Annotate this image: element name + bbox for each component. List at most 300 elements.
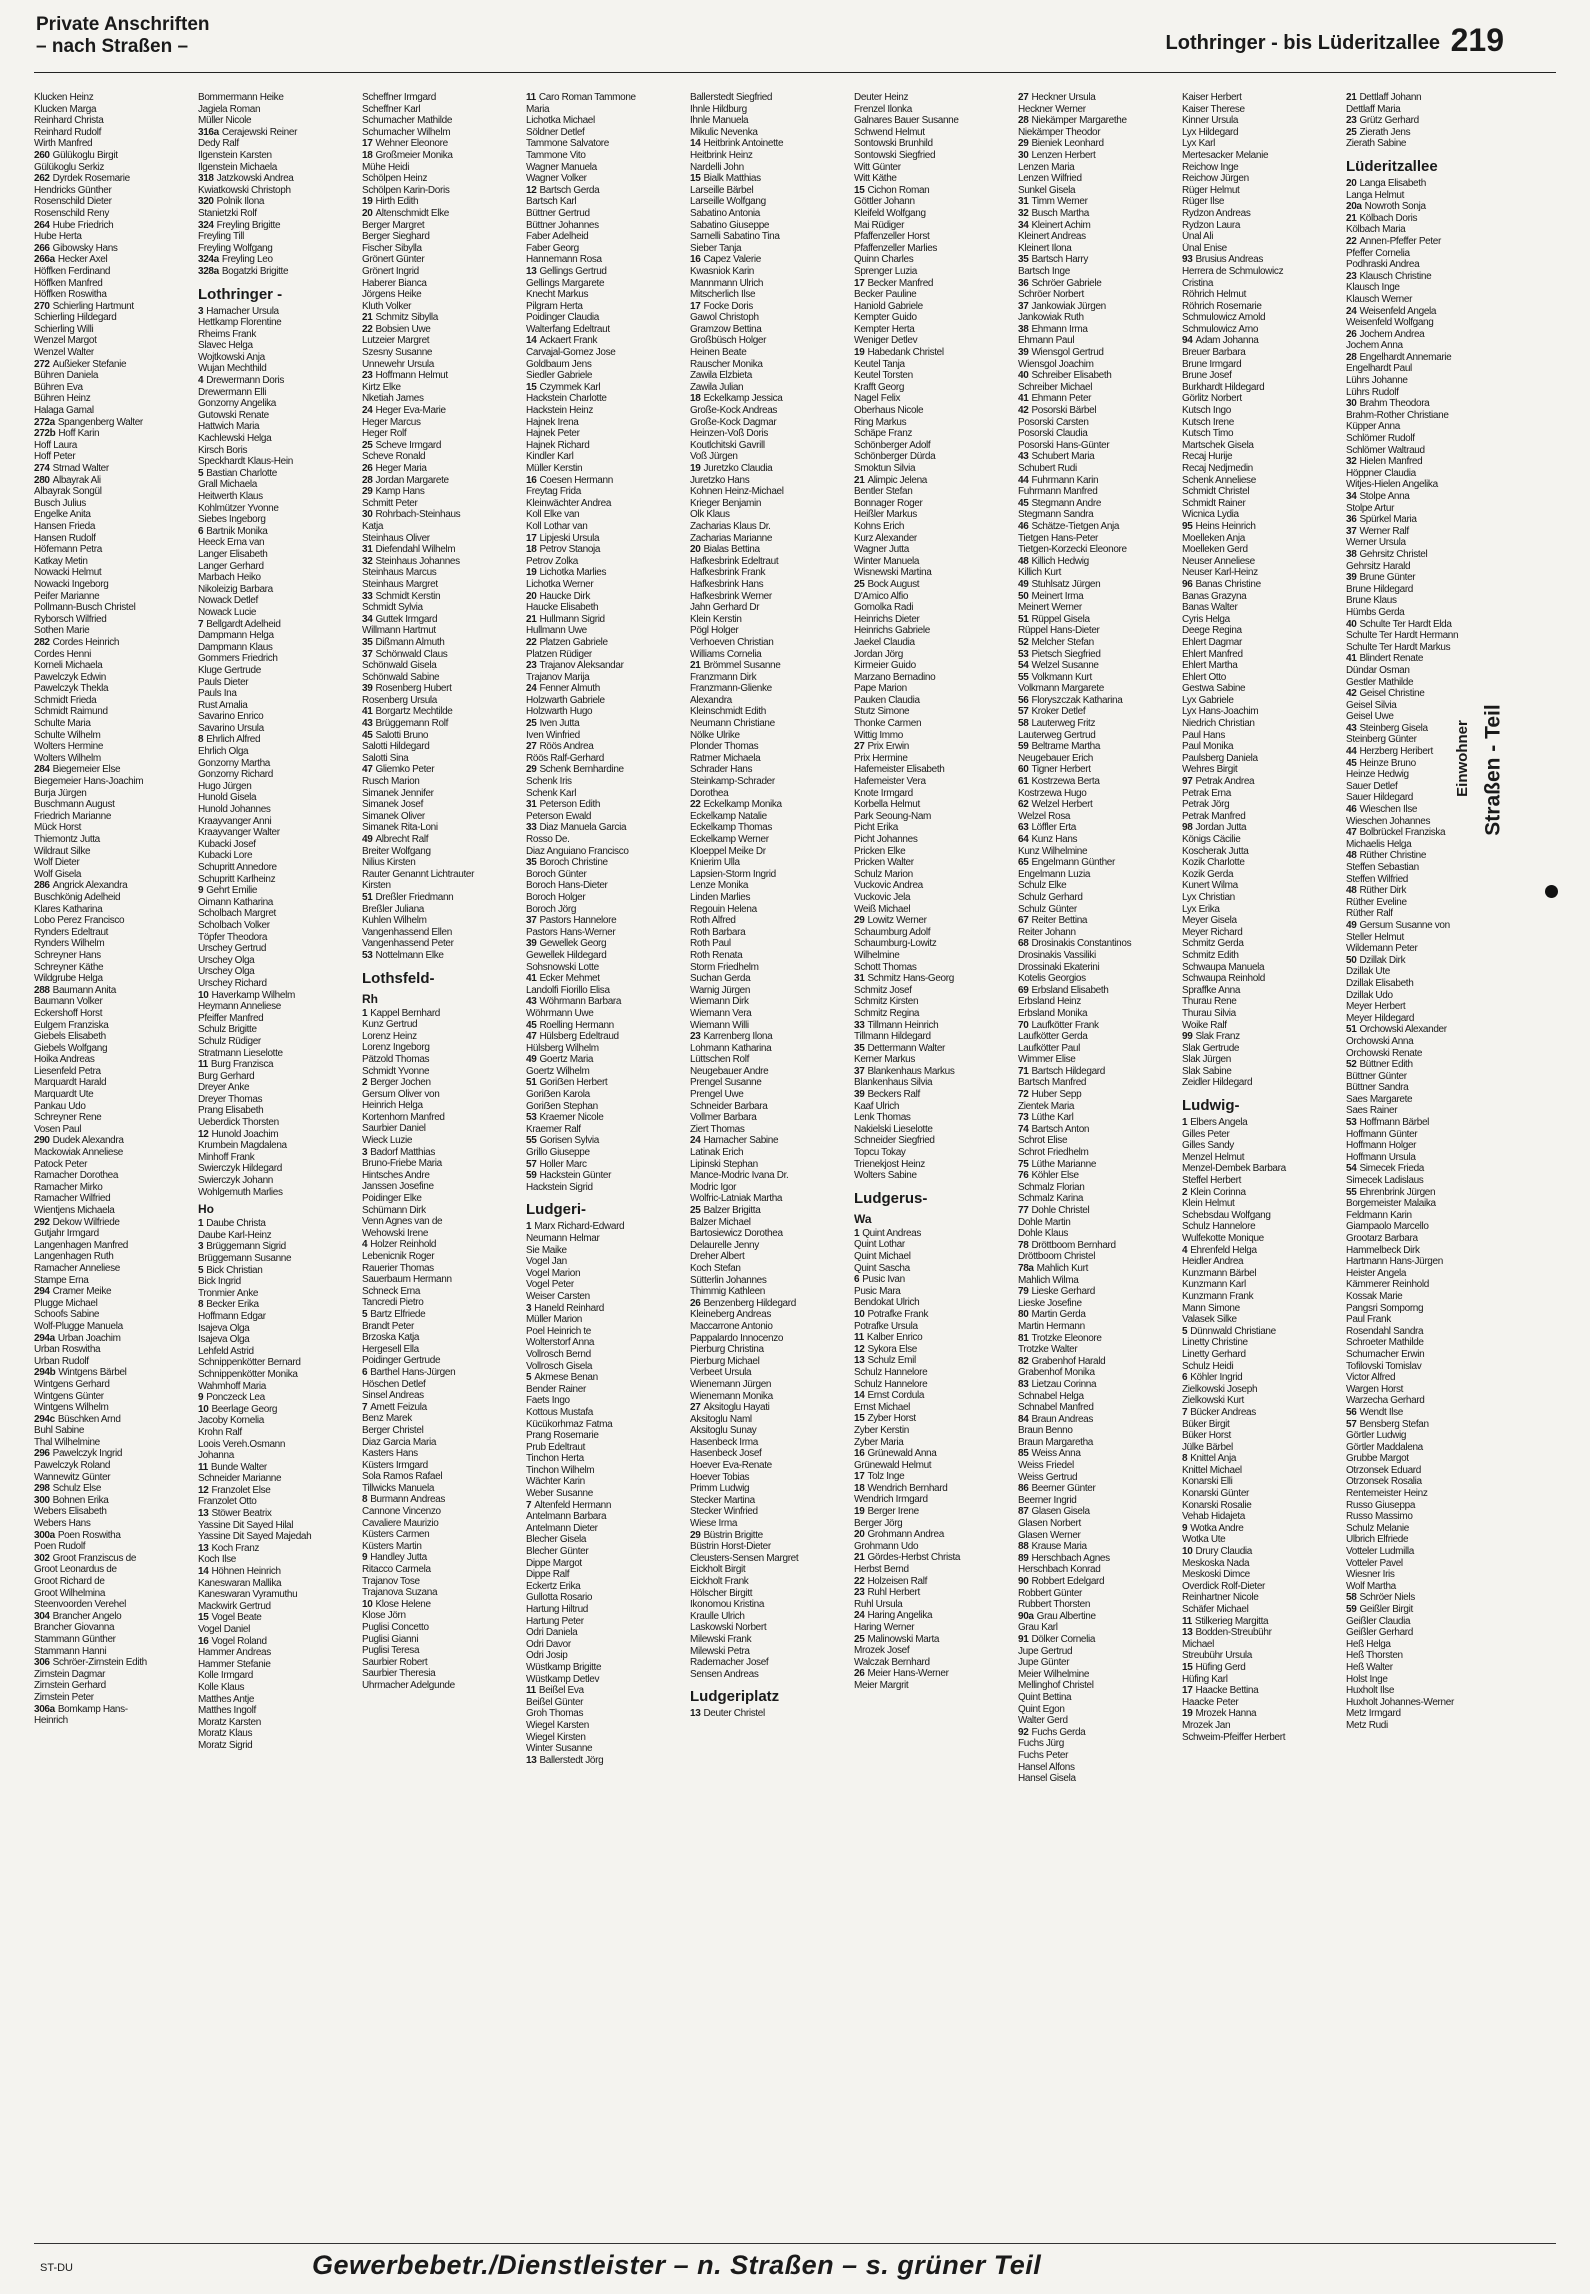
resident-entry: [690, 1309, 850, 1321]
resident-entry: [690, 1391, 850, 1403]
resident-name: Huxholt Johannes-Werner: [1346, 1696, 1454, 1708]
house-number: 21: [854, 1552, 865, 1564]
resident-entry: [854, 150, 1014, 162]
resident-name: Wittig Immo: [854, 729, 903, 741]
resident-entry: [1346, 271, 1506, 283]
resident-entry: [1182, 533, 1342, 545]
resident-entry: [854, 335, 1014, 347]
resident-entry: [198, 1415, 358, 1427]
resident-name: Ratmer Michaela: [690, 752, 761, 764]
resident-name: Lutzeier Margret: [362, 335, 430, 347]
resident-name: Mahlich Kurt: [1036, 1262, 1089, 1274]
resident-name: Welzel Rosa: [1018, 810, 1071, 822]
resident-entry: [198, 306, 358, 318]
resident-entry: [1018, 185, 1178, 197]
resident-name: Akmese Benan: [534, 1372, 598, 1384]
street-heading: Ludgeriplatz: [690, 1688, 780, 1706]
house-number: 7: [198, 618, 204, 630]
resident-name: Juretzko Claudia: [703, 463, 773, 474]
resident-name: Schönwald Gisela: [362, 660, 437, 672]
house-number: 55: [1018, 671, 1029, 683]
resident-entry: [854, 1101, 1014, 1113]
resident-entry: [362, 405, 522, 417]
resident-name: Lebenicnik Roger: [362, 1251, 435, 1262]
resident-name: Tofilovski Tomislav: [1346, 1360, 1422, 1372]
resident-entry: [854, 220, 1014, 232]
resident-entry: [854, 301, 1014, 313]
resident-name: Zawila Julian: [690, 381, 744, 393]
resident-entry: [198, 769, 358, 781]
resident-name: Goldbaum Jens: [526, 358, 592, 370]
resident-name: Steinkamp-Schrader: [690, 776, 775, 788]
resident-name: Holzwarth Hugo: [526, 706, 593, 718]
resident-name: Schenk Anneliese: [1182, 474, 1256, 486]
resident-entry: [690, 672, 850, 684]
resident-name: Brune Josef: [1182, 370, 1232, 382]
resident-entry: [1018, 1379, 1178, 1391]
resident-name: Pierburg Michael: [690, 1355, 760, 1367]
resident-name: Amett Feizula: [370, 1401, 427, 1413]
resident-name: Niekämper Margarethe: [1031, 115, 1127, 127]
resident-entry: [526, 1627, 686, 1639]
house-number: 292: [34, 1216, 50, 1228]
resident-entry: [854, 289, 1014, 301]
house-number: 52: [1018, 636, 1029, 648]
resident-entry: [198, 607, 358, 619]
house-number: 1: [1182, 1117, 1188, 1129]
resident-entry: [1346, 526, 1506, 538]
resident-entry: [34, 776, 194, 788]
resident-entry: [1018, 428, 1178, 440]
resident-entry: [34, 509, 194, 521]
resident-entry: [1018, 1402, 1178, 1414]
resident-entry: [854, 1680, 1014, 1692]
resident-name: Dzillak Ute: [1346, 966, 1390, 978]
resident-entry: [690, 962, 850, 974]
resident-entry: [34, 1054, 194, 1066]
resident-entry: [690, 1634, 850, 1646]
resident-entry: [526, 104, 686, 116]
resident-name: Banas Walter: [1182, 602, 1238, 614]
resident-entry: [526, 962, 686, 974]
resident-entry: [690, 393, 850, 405]
resident-name: Jochem Anna: [1346, 340, 1403, 352]
resident-name: Bialk Matthias: [703, 173, 761, 185]
resident-name: Grütz Gerhard: [1359, 115, 1419, 127]
resident-entry: [854, 973, 1014, 985]
resident-entry: [34, 220, 194, 232]
resident-entry: [854, 347, 1014, 359]
house-number: 70: [1018, 1019, 1029, 1031]
resident-name: Ehmann Paul: [1018, 335, 1075, 347]
resident-entry: [198, 185, 358, 197]
resident-name: Saes Margarete: [1346, 1093, 1413, 1105]
resident-name: Ramacher Wilfried: [34, 1193, 111, 1205]
resident-name: Bruno-Friebe Maria: [362, 1158, 442, 1170]
resident-name: Hartung Hiltrud: [526, 1604, 589, 1615]
resident-name: Antelmann Barbara: [526, 1511, 607, 1523]
resident-entry: [854, 1634, 1014, 1646]
house-number: 80: [1018, 1309, 1029, 1321]
resident-entry: [854, 1031, 1014, 1043]
house-number: 46: [1346, 804, 1357, 816]
resident-name: Dzillak Elisabeth: [1346, 977, 1414, 989]
resident-entry: [1346, 1674, 1506, 1686]
resident-entry: [362, 1008, 522, 1020]
resident-entry: [1346, 978, 1506, 990]
resident-name: Niekämper Theodor: [1018, 126, 1101, 138]
house-number: 19: [854, 347, 865, 359]
resident-entry: [1346, 259, 1506, 271]
resident-entry: [1182, 567, 1342, 579]
resident-name: Simanek Rita-Loni: [362, 822, 438, 834]
resident-entry: [854, 1541, 1014, 1553]
resident-entry: [854, 1564, 1014, 1576]
resident-entry: [1018, 1646, 1178, 1658]
resident-name: Trotzke Eleonore: [1031, 1332, 1102, 1344]
resident-name: Ritacco Carmela: [362, 1564, 431, 1576]
resident-entry: [1346, 1071, 1506, 1083]
resident-entry: [198, 127, 358, 139]
resident-entry: [1018, 1159, 1178, 1171]
house-number: 15: [198, 1612, 209, 1624]
resident-name: Kroker Detlef: [1031, 706, 1086, 718]
resident-entry: [1182, 1066, 1342, 1078]
resident-name: Bartsch Anton: [1031, 1123, 1090, 1135]
resident-name: Orchowski Anna: [1346, 1035, 1414, 1047]
resident-entry: [854, 370, 1014, 382]
resident-name: Kluth Volker: [362, 300, 412, 312]
resident-entry: [854, 463, 1014, 475]
resident-name: Geisel Silvia: [1346, 699, 1397, 711]
resident-entry: [1346, 329, 1506, 341]
resident-name: Brzoska Katja: [362, 1332, 420, 1344]
resident-name: Pangsri Somporng: [1346, 1302, 1424, 1314]
resident-name: Hube Friedrich: [52, 219, 114, 231]
resident-name: Quint Andreas: [862, 1227, 922, 1239]
resident-entry: [1182, 1054, 1342, 1066]
resident-entry: [198, 1265, 358, 1277]
resident-name: Zyber Maria: [854, 1436, 904, 1448]
resident-name: Grohmann Andrea: [867, 1529, 944, 1541]
resident-entry: [1182, 1732, 1342, 1744]
resident-entry: [34, 1008, 194, 1020]
resident-entry: [690, 1576, 850, 1588]
resident-entry: [690, 1275, 850, 1287]
resident-entry: [1018, 637, 1178, 649]
resident-name: Spürkel Maria: [1359, 514, 1417, 526]
resident-entry: [526, 1616, 686, 1628]
house-number: 51: [526, 1077, 537, 1089]
resident-name: Jülke Bärbel: [1182, 1441, 1233, 1453]
resident-name: Salotti Sina: [362, 752, 409, 764]
resident-name: Schierling Hildegard: [34, 312, 117, 324]
resident-entry: [526, 1182, 686, 1194]
resident-name: Urschey Gertrud: [198, 943, 267, 955]
resident-entry: [526, 1674, 686, 1686]
resident-name: Hammer Stefanie: [198, 1658, 271, 1670]
house-number: 11: [1182, 1615, 1192, 1627]
resident-name: Hafkesbrink Edeltraut: [690, 555, 779, 567]
resident-entry: [34, 1101, 194, 1113]
house-number: 302: [34, 1552, 50, 1564]
resident-entry: [526, 1245, 686, 1257]
resident-entry: [198, 1369, 358, 1381]
house-number: 54: [1018, 660, 1029, 672]
house-number: 39: [1346, 572, 1357, 584]
resident-entry: [1018, 1275, 1178, 1287]
resident-entry: [1346, 1337, 1506, 1349]
resident-name: Schröer Niels: [1359, 1592, 1415, 1604]
resident-name: Büker Horst: [1182, 1430, 1231, 1442]
resident-entry: [690, 834, 850, 846]
resident-entry: [526, 162, 686, 174]
resident-entry: [1018, 1182, 1178, 1194]
resident-entry: [1346, 874, 1506, 886]
resident-name: Loois Vereh.Osmann: [198, 1438, 286, 1450]
resident-name: Potrafke Ursula: [854, 1320, 918, 1332]
resident-entry: [690, 799, 850, 811]
resident-entry: [690, 312, 850, 324]
resident-entry: [34, 1553, 194, 1565]
resident-entry: [362, 1274, 522, 1286]
resident-entry: [1182, 1337, 1342, 1349]
resident-entry: [34, 1379, 194, 1391]
resident-entry: [1182, 1020, 1342, 1032]
resident-entry: [526, 266, 686, 278]
directory-column: [362, 92, 526, 2232]
resident-name: Mrozek Josef: [854, 1645, 910, 1657]
resident-entry: [690, 892, 850, 904]
resident-entry: [1182, 335, 1342, 347]
house-number: 13: [854, 1355, 865, 1367]
resident-name: Burkhardt Hildegard: [1182, 381, 1265, 393]
house-number: 10: [362, 1598, 373, 1610]
resident-entry: [34, 1170, 194, 1182]
resident-name: Eulgem Franziska: [34, 1019, 109, 1031]
resident-name: Buschmann August: [34, 799, 115, 811]
resident-entry: [690, 927, 850, 939]
resident-entry: [854, 278, 1014, 290]
resident-entry: [854, 706, 1014, 718]
resident-entry: [1018, 1217, 1178, 1229]
resident-name: Hackstein Heinz: [526, 405, 594, 417]
resident-entry: [690, 417, 850, 429]
resident-name: Marbach Heiko: [198, 572, 261, 584]
resident-entry: [1018, 417, 1178, 429]
resident-name: Patock Peter: [34, 1158, 88, 1170]
resident-entry: [1182, 660, 1342, 672]
resident-entry: [1346, 445, 1506, 457]
resident-name: Vuckovic Jela: [854, 891, 911, 903]
resident-name: Wolters Wilhelm: [34, 752, 101, 764]
resident-entry: [690, 938, 850, 950]
resident-name: Hafkesbrink Hans: [690, 578, 764, 590]
resident-entry: [526, 649, 686, 661]
resident-entry: [1018, 764, 1178, 776]
resident-entry: [854, 451, 1014, 463]
resident-entry: [1018, 220, 1178, 232]
resident-name: Gersum Susanne von: [1359, 919, 1450, 931]
resident-entry: [1018, 1367, 1178, 1379]
resident-name: Pawelczyk Ingrid: [52, 1448, 123, 1460]
house-number: 20: [362, 207, 373, 219]
resident-name: Bartsch Manfred: [1018, 1077, 1087, 1089]
resident-name: Rydzon Andreas: [1182, 207, 1251, 219]
resident-name: Nowack Lucie: [198, 606, 257, 618]
house-number: 41: [526, 973, 537, 985]
resident-entry: [1018, 614, 1178, 626]
resident-name: Heinzen-Voß Doris: [690, 428, 768, 440]
resident-name: Heidler Andrea: [1182, 1256, 1244, 1268]
resident-entry: [198, 208, 358, 220]
resident-name: Hullmann Uwe: [526, 625, 587, 637]
resident-entry: [362, 869, 522, 881]
house-number: 42: [1346, 688, 1357, 700]
resident-name: Trotzke Walter: [1018, 1344, 1078, 1356]
resident-entry: [198, 1346, 358, 1358]
resident-name: Müller Kerstin: [526, 463, 583, 474]
resident-entry: [34, 1066, 194, 1078]
resident-entry: [854, 266, 1014, 278]
resident-entry: [362, 892, 522, 904]
resident-name: Eckertz Erika: [526, 1580, 581, 1592]
resident-entry: [1018, 672, 1178, 684]
resident-entry: [362, 243, 522, 255]
resident-name: Schmidt Kerstin: [375, 590, 441, 602]
resident-name: Gonzorny Martha: [198, 757, 271, 769]
resident-entry: [1182, 405, 1342, 417]
house-number: 56: [1018, 694, 1029, 706]
resident-name: Slak Jürgen: [1182, 1054, 1231, 1066]
resident-name: Mikulic Nevenka: [690, 126, 758, 138]
resident-name: Sauerbaum Hermann: [362, 1274, 452, 1286]
resident-entry: [1018, 266, 1178, 278]
resident-name: Dohle Klaus: [1018, 1228, 1069, 1240]
resident-name: Wotka Andre: [1190, 1522, 1244, 1534]
resident-entry: [1018, 1251, 1178, 1263]
house-number: 6: [198, 525, 204, 537]
house-number: 29: [362, 486, 373, 498]
resident-name: Venn Agnes van de: [362, 1216, 443, 1228]
resident-entry: [1346, 1569, 1506, 1581]
resident-name: Stolpe Anna: [1359, 491, 1410, 502]
resident-name: Stöwer Beatrix: [211, 1508, 272, 1520]
resident-name: Ruhl Ursula: [854, 1598, 903, 1610]
resident-entry: [1018, 196, 1178, 208]
resident-name: Gewellek Hildegard: [526, 949, 607, 961]
resident-name: Jacoby Kornelia: [198, 1415, 264, 1427]
resident-name: Mai Rüdiger: [854, 219, 905, 231]
resident-name: Berger Sieghard: [362, 231, 430, 243]
resident-name: Brüggemann Susanne: [198, 1253, 292, 1264]
house-number: 272b: [34, 428, 56, 440]
resident-name: Hoffmann Holger: [1346, 1140, 1417, 1152]
resident-entry: [198, 1450, 358, 1462]
resident-name: Knote Irmgard: [854, 787, 913, 799]
resident-entry: [854, 1413, 1014, 1425]
resident-name: Schröer-Zirnstein Edith: [52, 1657, 147, 1669]
resident-entry: [526, 1361, 686, 1373]
resident-entry: [198, 196, 358, 208]
resident-name: Hölscher Birgitt: [690, 1587, 753, 1599]
resident-name: Sola Ramos Rafael: [362, 1471, 443, 1483]
resident-entry: [362, 556, 522, 568]
house-number: 21: [690, 660, 701, 672]
resident-entry: [526, 127, 686, 139]
resident-entry: [1182, 1627, 1342, 1639]
resident-entry: [1346, 1117, 1506, 1129]
resident-entry: [362, 822, 522, 834]
resident-entry: [362, 1112, 522, 1124]
house-number: 25: [690, 1205, 701, 1216]
resident-name: Kostrzewa Berta: [1031, 776, 1100, 788]
resident-name: Bommermann Heike: [198, 92, 284, 103]
resident-entry: [1182, 683, 1342, 695]
resident-name: Linetty Gerhard: [1182, 1348, 1246, 1360]
resident-name: Fenner Almuth: [539, 683, 600, 695]
resident-entry: [690, 1263, 850, 1275]
resident-name: Prix Erwin: [867, 741, 909, 753]
resident-name: Meskoski Dimce: [1182, 1569, 1250, 1581]
house-number: 31: [854, 973, 865, 985]
house-number: 39: [1018, 347, 1029, 359]
resident-name: Schmitz Josef: [854, 984, 912, 996]
resident-entry: [1346, 607, 1506, 619]
resident-entry: [362, 266, 522, 278]
resident-entry: [198, 1334, 358, 1346]
house-number: 20: [690, 544, 701, 556]
resident-name: Capez Valerie: [703, 254, 761, 266]
resident-entry: [690, 1564, 850, 1576]
resident-name: Hendricks Günther: [34, 184, 112, 196]
resident-name: Urban Joachim: [57, 1332, 121, 1344]
resident-name: Trajanov Marija: [526, 671, 590, 683]
house-number: 294c: [34, 1413, 55, 1425]
house-number: 306a: [34, 1703, 55, 1715]
resident-name: Kirmeier Guido: [854, 660, 916, 672]
resident-name: Martin Gerda: [1031, 1309, 1086, 1321]
resident-name: Bender Rainer: [526, 1383, 586, 1395]
resident-name: Brune Irmgard: [1182, 358, 1242, 370]
resident-name: Recaj Nedjmedin: [1182, 463, 1253, 474]
resident-name: Laufkötter Paul: [1018, 1042, 1081, 1054]
resident-name: Boroch Holger: [526, 891, 586, 903]
resident-entry: [34, 706, 194, 718]
resident-name: Beerner Ingrid: [1018, 1494, 1077, 1506]
resident-entry: [362, 602, 522, 614]
resident-entry: [1182, 185, 1342, 197]
resident-name: Bartnik Monika: [206, 525, 268, 537]
resident-name: Kinner Ursula: [1182, 115, 1239, 127]
resident-name: Kutsch Timo: [1182, 428, 1234, 440]
resident-entry: [1182, 115, 1342, 127]
resident-name: Heißler Markus: [854, 509, 917, 521]
resident-entry: [526, 1031, 686, 1043]
resident-entry: [1018, 533, 1178, 545]
resident-name: Willmann Hartmut: [362, 625, 436, 637]
resident-name: Kutsch Ingo: [1182, 405, 1231, 417]
house-number: 41: [1018, 393, 1029, 405]
house-number: 38: [1346, 548, 1357, 560]
street-heading: Ludgerus-: [854, 1189, 928, 1207]
resident-entry: [690, 1170, 850, 1182]
resident-name: Vosen Paul: [34, 1123, 82, 1135]
resident-name: Gommers Friedrich: [198, 653, 278, 665]
resident-entry: [34, 637, 194, 649]
resident-entry: [1182, 1210, 1342, 1222]
resident-entry: [1182, 1198, 1342, 1210]
